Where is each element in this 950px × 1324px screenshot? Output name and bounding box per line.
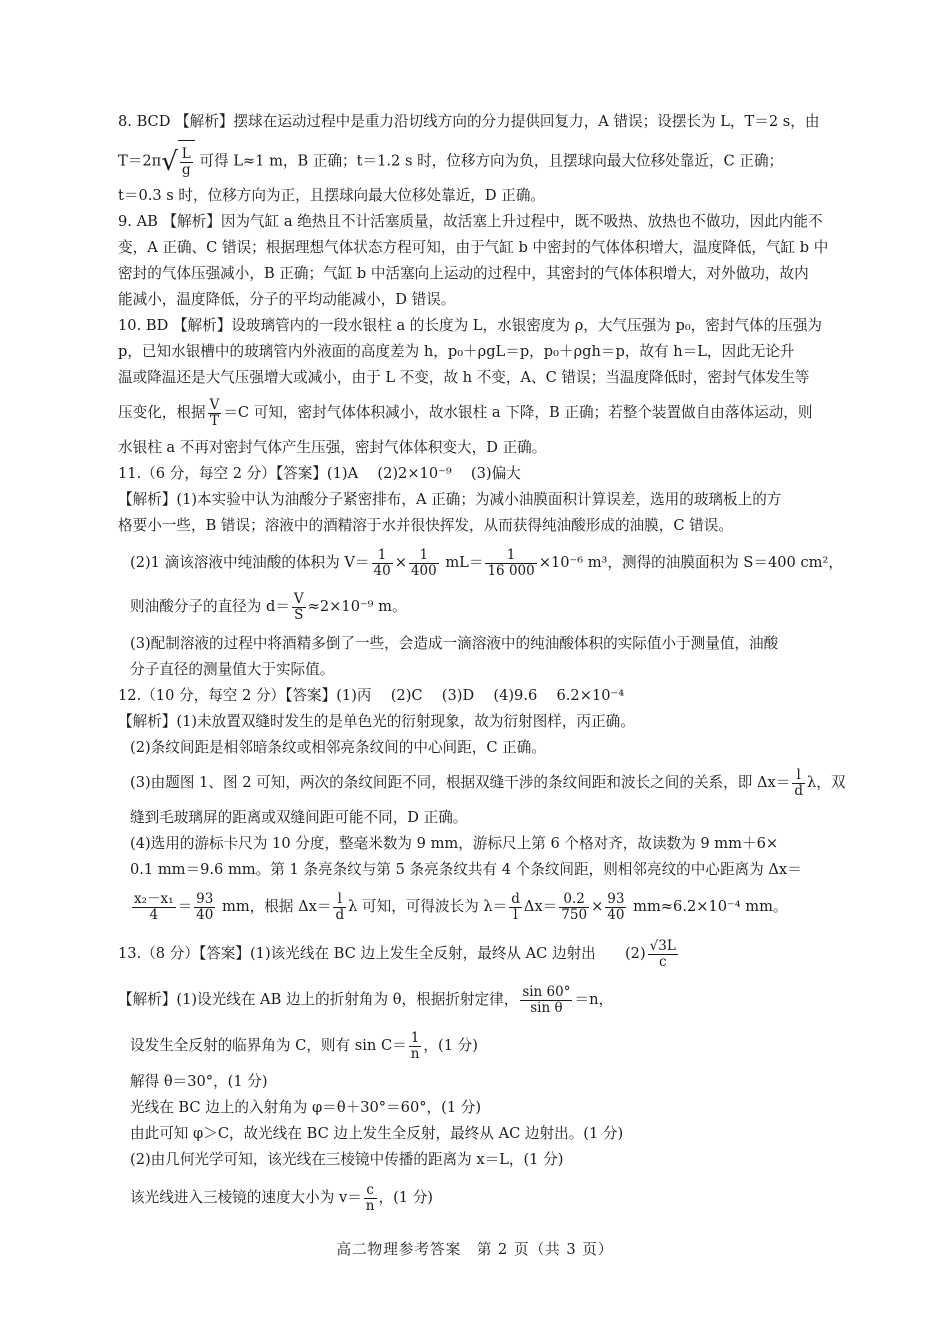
fraction-numerator: 93	[607, 890, 625, 907]
fraction	[520, 985, 572, 1016]
fraction	[409, 548, 439, 579]
q12-analysis-5: (4)选用的游标卡尺为 10 分度，整毫米数为 9 mm，游标尺上第 6 个格对齐，故读数为 9 mm＋6×	[130, 835, 779, 852]
q12-answer: 12.（10 分，每空 2 分）【答案】(1)丙 (2)C (3)D (4)9.6 6.2×10⁻⁴	[118, 687, 625, 704]
fraction	[559, 892, 589, 923]
q8-line-1: 8. BCD 【解析】摆球在运动过程中是重力沿切线方向的分力提供回复力，A 错误；设摆长为 L，T＝2 s，由	[118, 113, 820, 130]
fraction-denominator: l	[513, 906, 518, 923]
page-footer: 高二物理参考答案 第 2 页（共 3 页）	[336, 1241, 614, 1258]
q10-line-4	[118, 394, 812, 432]
fraction	[292, 592, 306, 623]
q10-line-5: 水银柱 a 不再对密封气体产生压强，密封气体体积变大，D 正确。	[118, 439, 547, 456]
q11-analysis-2: 格要小一些，B 错误；溶液中的酒精溶于水并很快挥发，从而获得纯油酸形成的油膜，C 错误。	[118, 517, 733, 534]
fraction	[509, 892, 522, 923]
q12-text: (3)由题图 1、图 2 可知，两次的条纹间距不同，根据双缝干涉的条纹间距和波长之间的关系，即 Δx＝	[130, 774, 791, 791]
q13-analysis-7	[130, 1178, 433, 1218]
fraction-denominator: 16 000	[487, 562, 535, 579]
q12-text: λ 可知，可得波长为 λ＝	[348, 898, 508, 915]
fraction	[208, 398, 222, 429]
fraction-numerator: l	[333, 892, 346, 908]
q9-line-1: 9. AB 【解析】因为气缸 a 绝热且不计活塞质量，故活塞上升过程中，既不吸热、放热也不做功，因此内能不	[118, 213, 823, 230]
fraction-numerator: V	[293, 590, 304, 607]
fraction-numerator: l	[792, 768, 805, 784]
q11-text: 则油酸分子的直径为 d＝	[130, 598, 290, 615]
fraction-denominator: g	[181, 161, 191, 178]
fraction	[485, 548, 536, 579]
q11-analysis-6: 分子直径的测量值大于实际值。	[130, 661, 335, 678]
fraction	[333, 892, 346, 923]
q13-analysis-6: (2)由几何光学可知，该光线在三棱镜中传播的距离为 x＝L，(1 分)	[130, 1151, 564, 1168]
q13-text: ＝n，	[574, 991, 614, 1008]
fraction	[194, 892, 215, 923]
q13-text: 设发生全反射的临界角为 C，则有 sin C＝	[130, 1037, 407, 1054]
fraction-numerator: x₂－x₁	[134, 890, 174, 907]
fraction	[372, 548, 393, 579]
fraction	[648, 939, 678, 970]
q10-text: ＝C 可知，密封气体体积减小，故水银柱 a 下降，B 正确；若整个装置做自由落体运动，则	[223, 404, 813, 421]
fraction-denominator: 40	[196, 906, 214, 923]
q11-analysis-1: 【解析】(1)本实验中认为油酸分子紧密排布，A 正确；为减小油膜面积计算误差，选用的玻璃板上的方	[118, 491, 782, 508]
q13-analysis-1	[118, 980, 613, 1020]
q8-period-formula: T＝2π	[118, 152, 162, 170]
q13-text: ，(1 分)	[423, 1037, 478, 1054]
fraction-denominator: n	[410, 1045, 420, 1062]
fraction	[409, 1031, 422, 1062]
fraction	[605, 892, 626, 923]
q13-text: 13.（8 分）【答案】(1)该光线在 BC 边上发生全反射，最终从 AC 边射出 (2)	[118, 945, 646, 962]
q12-text: λ，双	[806, 774, 846, 791]
fraction-numerator: √3L	[649, 937, 676, 954]
fraction-denominator: 400	[410, 562, 437, 579]
q13-answer	[118, 934, 680, 974]
fraction-denominator: S	[294, 606, 304, 623]
fraction-denominator: 40	[373, 562, 391, 579]
fraction	[364, 1183, 377, 1214]
q10-line-3: 温或降温还是大气压强增大或减小，由于 L 不变，故 h 不变，A、C 错误；当温度降低时，密封气体发生等	[118, 369, 810, 386]
q11-text: ≈2×10⁻⁹ m。	[307, 598, 407, 615]
q9-line-2: 变，A 正确、C 错误；根据理想气体状态方程可知，由于气缸 b 中密封的气体体积增大，温度降低，气缸 b 中	[118, 239, 829, 256]
fraction-numerator: V	[209, 396, 220, 413]
fraction-denominator: 4	[149, 906, 159, 923]
q12-text: Δx＝	[523, 898, 558, 915]
fraction-denominator: T	[209, 412, 219, 429]
q11-text: ×10⁻⁶ m³，测得的油膜面积为 S＝400 cm²，	[538, 554, 843, 571]
fraction-numerator: 0.2	[559, 892, 589, 908]
q13-text: 该光线进入三棱镜的速度大小为 v＝	[130, 1189, 362, 1206]
q12-text: mm≈6.2×10⁻⁴ mm。	[633, 898, 788, 915]
q10-line-1: 10. BD 【解析】设玻璃管内的一段水银柱 a 的长度为 L，水银密度为 ρ，大气压强为 p₀，密封气体的压强为	[118, 317, 823, 334]
q8-line-2	[118, 140, 783, 183]
q11-analysis-5: (3)配制溶液的过程中将酒精多倒了一些，会造成一滴溶液中的纯油酸体积的实际值小于测量值，油酸	[130, 635, 779, 652]
q8-line-3: t＝0.3 s 时，位移方向为正，且摆球向最大位移处靠近，D 正确。	[118, 187, 546, 204]
q13-analysis-3: 解得 θ＝30°，(1 分)	[130, 1073, 268, 1090]
equals-sign: ＝	[177, 898, 193, 915]
q13-text: 【解析】(1)设光线在 AB 边上的折射角为 θ，根据折射定律，	[118, 991, 519, 1008]
q12-analysis-1: 【解析】(1)未放置双缝时发生的是单色光的衍射现象，故为衍射图样，丙正确。	[118, 713, 635, 730]
q12-analysis-6: 0.1 mm＝9.6 mm。第 1 条亮条纹与第 5 条亮条纹共有 4 个条纹间距，则相邻亮纹的中心距离为 Δx＝	[130, 861, 802, 878]
q8-text: 可得 L≈1 m，B 正确；t＝1.2 s 时，位移方向为负，且摆球向最大位移处靠近，C 正确；	[199, 152, 784, 170]
q11-answer: 11.（6 分，每空 2 分）【答案】(1)A (2)2×10⁻⁹ (3)偏大	[118, 465, 521, 482]
fraction-denominator: c	[658, 953, 667, 970]
q11-analysis-3: (2)1 滴该溶液中纯油酸的体积为 V＝ $\frac{1}{40}$ × $\frac{1}{400}$ mL＝ $\frac{1}{16 000}$ ×10⁻⁶ m³，测得的油膜面积为 S＝400 cm²，	[130, 546, 843, 579]
q11-analysis-4	[130, 588, 407, 626]
fraction-numerator: 1	[409, 1031, 422, 1047]
fraction-denominator: d	[794, 782, 803, 799]
q10-text: 压变化，根据	[118, 404, 206, 421]
fraction-numerator: c	[364, 1183, 377, 1199]
q13-text: ，(1 分)	[378, 1189, 433, 1206]
fraction	[792, 768, 805, 799]
fraction-numerator: L	[181, 145, 191, 162]
q9-line-4: 能减小，温度降低，分子的平均动能减小，D 错误。	[118, 291, 456, 308]
q12-analysis-4: 缝到毛玻璃屏的距离或双缝间距可能不同，D 正确。	[130, 809, 468, 826]
fraction-denominator: d	[335, 906, 345, 923]
q12-analysis-7	[130, 888, 788, 926]
fraction-denominator: 40	[607, 906, 625, 923]
q12-text: mm，根据 Δx＝	[222, 898, 332, 915]
fraction-denominator: n	[365, 1197, 375, 1214]
fraction-numerator: d	[511, 890, 520, 907]
fraction	[132, 892, 176, 923]
q13-analysis-2	[130, 1026, 478, 1066]
fraction-numerator: 1	[372, 548, 393, 564]
q9-line-3: 密封的气体压强减小，B 正确；气缸 b 中活塞向上运动的过程中，其密封的气体体积增大，对外做功，故内	[118, 265, 809, 282]
q11-text: (2)1 滴该溶液中纯油酸的体积为 V＝	[130, 554, 370, 571]
fraction-numerator: sin 60°	[522, 983, 571, 1000]
q13-analysis-5: 由此可知 φ＞C，故光线在 BC 边上发生全反射，最终从 AC 边射出。(1 分)	[130, 1125, 624, 1142]
sqrt-expression: √ $\frac{L}{g}$	[161, 140, 195, 183]
fraction-numerator: 1	[409, 548, 439, 564]
fraction-denominator: sin θ	[530, 999, 563, 1016]
q11-text: mL＝	[445, 554, 484, 571]
fraction-denominator: 750	[561, 906, 588, 923]
q10-line-2: p，已知水银槽中的玻璃管内外液面的高度差为 h，p₀＋ρgL＝p，p₀＋ρgh＝p，故有 h＝L，因此无论升	[118, 343, 795, 360]
q13-analysis-4: 光线在 BC 边上的入射角为 φ＝θ＋30°＝60°，(1 分)	[130, 1099, 482, 1116]
fraction-numerator: 1	[485, 548, 536, 564]
q12-analysis-3	[130, 764, 845, 802]
q12-analysis-2: (2)条纹间距是相邻暗条纹或相邻亮条纹间的中心间距，C 正确。	[130, 739, 546, 756]
times-sign: ×	[591, 898, 604, 915]
fraction-numerator: 93	[196, 890, 214, 907]
